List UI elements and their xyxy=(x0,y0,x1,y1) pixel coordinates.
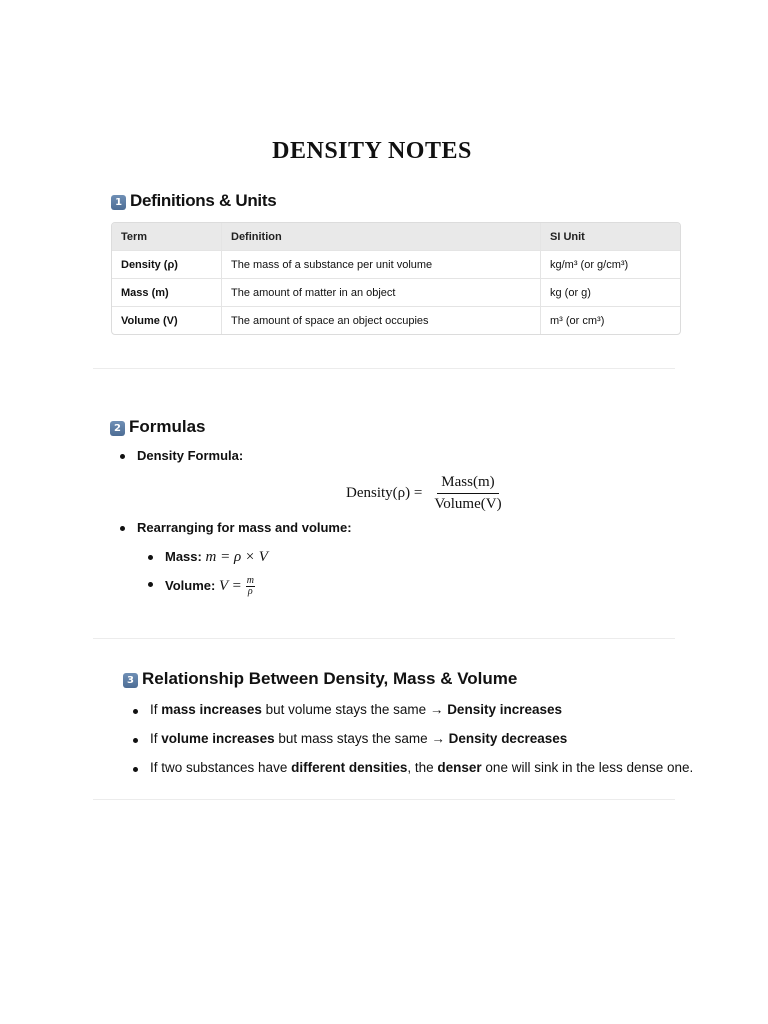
section-heading-formulas xyxy=(110,417,206,437)
list-item-bold: mass increases xyxy=(161,702,262,717)
page-title: DENSITY NOTES xyxy=(272,138,472,164)
column-header-term: Term xyxy=(112,223,222,251)
volume-label: Volume: xyxy=(165,577,216,593)
formula-denominator: Volume(V) xyxy=(434,496,502,512)
table-cell-unit: kg (or g) xyxy=(541,279,680,307)
table-row xyxy=(112,279,680,307)
table-row xyxy=(112,307,680,334)
table-cell-definition: The amount of matter in an object xyxy=(222,279,541,307)
volume-formula-item xyxy=(165,576,255,597)
list-item-text: but mass stays the same → xyxy=(274,731,449,746)
definitions-table xyxy=(111,222,681,335)
list-item xyxy=(150,760,693,775)
rearranging-label: Rearranging for mass and volume: xyxy=(137,520,352,535)
keycap-number-icon: 2 xyxy=(110,421,125,436)
volume-formula-lhs: V = xyxy=(218,577,242,594)
column-header-si-unit: SI Unit xyxy=(541,223,680,251)
keycap-number-icon: 3 xyxy=(123,673,138,688)
list-item-text: , the xyxy=(407,760,438,775)
list-item-bold: volume increases xyxy=(161,731,275,746)
volume-fraction xyxy=(246,576,255,597)
keycap-number-icon: 1 xyxy=(111,195,126,210)
column-header-definition: Definition xyxy=(222,223,541,251)
table-cell-unit: kg/m³ (or g/cm³) xyxy=(541,251,680,279)
mass-formula-item xyxy=(165,549,268,566)
formula-fraction xyxy=(430,474,505,513)
list-item-text: If xyxy=(150,731,162,746)
volume-denominator: ρ xyxy=(247,586,253,597)
list-item-text: but volume stays the same → xyxy=(261,702,448,717)
list-item-text: If two substances have xyxy=(150,760,292,775)
formula-numerator: Mass(m) xyxy=(437,474,498,494)
volume-numerator: m xyxy=(246,575,254,586)
section-heading-relationship xyxy=(123,669,517,689)
table-cell-definition: The amount of space an object occupies xyxy=(222,307,541,334)
section-heading-text: Definitions & Units xyxy=(130,191,277,210)
list-item xyxy=(150,702,562,717)
table-cell-unit: m³ (or cm³) xyxy=(550,314,605,327)
section-heading-definitions xyxy=(111,191,276,211)
table-cell-term: Density (ρ) xyxy=(112,251,222,279)
table-cell-term: Mass (m) xyxy=(112,279,222,307)
section-divider xyxy=(93,799,675,800)
table-row xyxy=(112,251,680,279)
list-item-bold: denser xyxy=(437,760,482,775)
density-formula-label: Density Formula: xyxy=(137,448,244,463)
formula-lhs: Density(ρ) = xyxy=(346,485,423,501)
list-item-bold: different densities xyxy=(291,760,408,775)
table-cell-term: Volume (V) xyxy=(112,307,222,334)
list-item-bold: Density increases xyxy=(447,702,563,717)
list-item-bold: Density decreases xyxy=(448,731,568,746)
list-item-text: If xyxy=(150,702,162,717)
section-divider xyxy=(93,638,675,639)
table-header-row xyxy=(112,223,680,251)
table-cell-definition: The mass of a substance per unit volume xyxy=(222,251,541,279)
section-heading-text: Formulas xyxy=(129,417,206,436)
section-divider xyxy=(93,368,675,369)
list-item-text: one will sink in the less dense one. xyxy=(481,760,694,775)
section-heading-text: Relationship Between Density, Mass & Volume xyxy=(142,669,518,688)
mass-formula: m = ρ × V xyxy=(205,549,268,565)
mass-label: Mass: xyxy=(165,549,202,564)
density-formula xyxy=(346,474,506,513)
list-item xyxy=(150,731,567,746)
